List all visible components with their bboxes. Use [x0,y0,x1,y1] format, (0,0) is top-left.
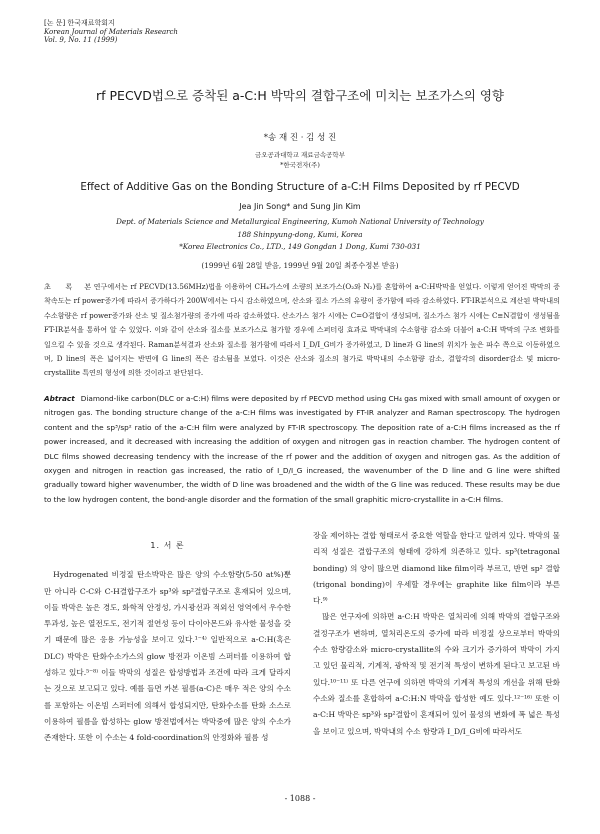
authors-korean: *송 재 진 · 김 성 진 [263,133,337,143]
affiliation-korean-2: *한국전자(주) [280,161,320,169]
abstract-korean [44,280,560,381]
body-column-left [44,528,291,747]
affiliation-english [0,216,600,254]
abstract-english [44,392,560,507]
journal-header [44,19,178,45]
abstract-korean-label: 초 록 [44,282,79,291]
page-number: - 1088 - [284,794,316,803]
affiliation-english-3: *Korea Electronics Co., LTD., 149 Gongdan 1 Dong, Kumi 730-031 [179,242,421,251]
section-heading-introduction: 1. 서 론 [150,541,185,550]
body-column-right [313,528,560,740]
abstract-korean-text: 본 연구에서는 rf PECVD(13.56MHz)법을 이용하여 CH₄가스에 소량의 보조가스(O₂와 N₂)를 혼합하여 a-C:H박막을 얻었다. 이렇게 얻어진 박막의 증착속도는 rf power증가에 따라서 증가하다가 200W에서는 다시 감소하였으며, 산소와 질소 가스의 유량이 증가함에 따라 감소하였다. FT-IR분석으로 계산된 박막내의 수소함량은 rf power증가와 산소 및 질소첨가량의 증가에 따라 감소하였다. 산소가스 첨가 시에는 C=O결합이 생성되며, 질소가스 첨가 시에는 C≡N결합이 생성됨을 FT-IR분석을 통하여 알 수 있었다. 이와 같이 산소와 질소를 보조가스로 첨가할 경우에 스퍼터링 효과로 박막내의 수소함량 감소와 더불어 a-C:H 박막의 구조 변화를 일으킬 수 있을 것으로 생각된다. Raman분석결과 산소와 질소를 첨가함에 따라서 I_D/I_G비가 증가하였고, D line과 G line의 위치가 높은 파수 쪽으로 이동하였으며, D line의 폭은 넓어지는 반면에 G line의 폭은 감소됨을 보였다. 이것은 산소와 질소의 첨가로 박막내의 수소함량 감소, 결합각의 disorder감소 및 micro-crystallite 특연의 형성에 의한 것이라고 판단된다. [44,282,560,378]
affiliation-english-1: Dept. of Materials Science and Metallurgical Engineering, Kumoh National University of Technology [116,217,484,226]
journal-header-line2: Korean Journal of Materials Research [44,27,178,36]
body-paragraph: 많은 연구자에 의하면 a-C:H 박막은 열처리에 의해 박막의 결합구조와 결정구조가 변하며, 열처리온도의 증가에 따라 비정질 상으로부터 박막의 수소 함량감소와 micro-crystallite의 수와 크기가 증가하여 박막이 가지고 있던 물리적, 기계적, 광학적 및 전기적 특성이 변하게 된다고 보고된 바 있다.¹⁰⁻¹¹⁾ 또 다른 연구에 의하면 박막의 기계적 특성의 개선을 위해 탄화수소와 질소를 혼합하여 a-C:H:N 박막을 합성한 예도 있다.¹²⁻¹⁶⁾ 또한 이 a-C:H 박막은 sp³와 sp²결합이 혼재되어 있어 물성의 변화에 폭 넓은 특성을 보이고 있으며, 박막내의 수소 함량과 I_D/I_G비에 따라서도 [313,612,560,736]
journal-header-line3: Vol. 9, No. 11 (1999) [44,36,118,44]
body-paragraph: Hydrogenated 비정질 탄소박막은 많은 양의 수소함량(5-50 at%)뿐만 아니라 C-C와 C-H결합구조가 sp³와 sp²결합구조로 혼재되어 있으며, 이들 박막은 높은 경도, 화학적 안정성, 가시광선과 적외선 영역에서 우수한 투과성, 높은 열전도도, 전기적 절연성 등이 다이아몬드와 유사한 물성을 갖기 때문에 많은 응용 가능성을 보이고 있다.¹⁻⁴⁾ 일반적으로 a-C:H(혹은 DLC) 박막은 탄화수소가스의 glow 방전과 이온빔 스퍼터를 이용하여 합성하고 있다.⁵⁻⁸⁾ 이들 박막의 성질은 합성방법과 조건에 따라 크게 달라지는 것으로 보고되고 있다. 예를 들면 카본 필름(a-C)은 매우 적은 양의 수소를 포함하는 이온빔 스퍼터에 의해서 합성되지만, 탄화수소를 탄화 소스로 이용하여 필름을 합성하는 glow 방전법에서는 박막중에 많은 양의 수소가 존재한다. 또한 이 수소는 4 fold-coordination의 안정화와 필름 성 [44,570,291,743]
received-dates: (1999년 6월 28일 받음, 1999년 9월 20일 최종수정본 받음) [201,261,399,270]
affiliation-english-2: 188 Shinpyung-dong, Kumi, Korea [237,229,363,239]
body-paragraph: 장을 제어하는 결합 형태로서 중요한 역할을 한다고 알려져 있다. 박막의 물리적 성질은 결합구조의 형태에 강하게 의존하고 있다. sp³(tetragonal bonding) 의 양이 많으면 diamond like film이라 부르고, 반면 sp² 결합(trigonal bonding)이 우세할 경우에는 graphite like film이라 부른다.⁹⁾ [313,531,560,606]
authors-english: Jea Jin Song* and Sung Jin Kim [239,202,361,211]
abstract-english-label: Abtract [44,394,75,403]
affiliation-korean [0,150,600,170]
paper-title-korean: rf PECVD법으로 증착된 a-C:H 박막의 결합구조에 미치는 보조가스의 영향 [96,88,504,103]
paper-title-english: Effect of Additive Gas on the Bonding Structure of a-C:H Films Deposited by rf PECVD [80,181,520,193]
journal-header-line1: [논 문] 한국재료학회지 [44,19,115,27]
abstract-english-text: Diamond-like carbon(DLC or a-C:H) films were deposited by rf PECVD method using CH₄ gas mixed with small amount of oxygen or nitrogen gas. The bonding structure change of the a-C:H films was investigated by FT-IR analyzer and Raman spectroscopy. The hydrogen content and the sp³/sp² ratio of the a-C:H film were analyzed by FT-IR spectroscopy. The deposition rate of a-C:H films increased as the rf power increased, and it decreased with increasing the addition of oxygen and nitrogen gas in reaction chamber. The hydrogen content of DLC films showed decreasing tendency with the increase of the rf power and the addition of oxygen and nitrogen gas. As the addition of oxygen and nitrogen in reaction gas increased, the ratio of I_D/I_G increased, the wavenumber of the D line and G line were shifted gradually toward higher wavenumber, the width of D line was broadened and the width of the G line was reduced. These results may be due to the low hydrogen content, the bond-angle disorder and the formation of the small graphitic micro-crystallite in a-C:H films. [44,394,560,504]
affiliation-korean-1: 금오공과대학교 재료금속공학부 [255,151,345,159]
